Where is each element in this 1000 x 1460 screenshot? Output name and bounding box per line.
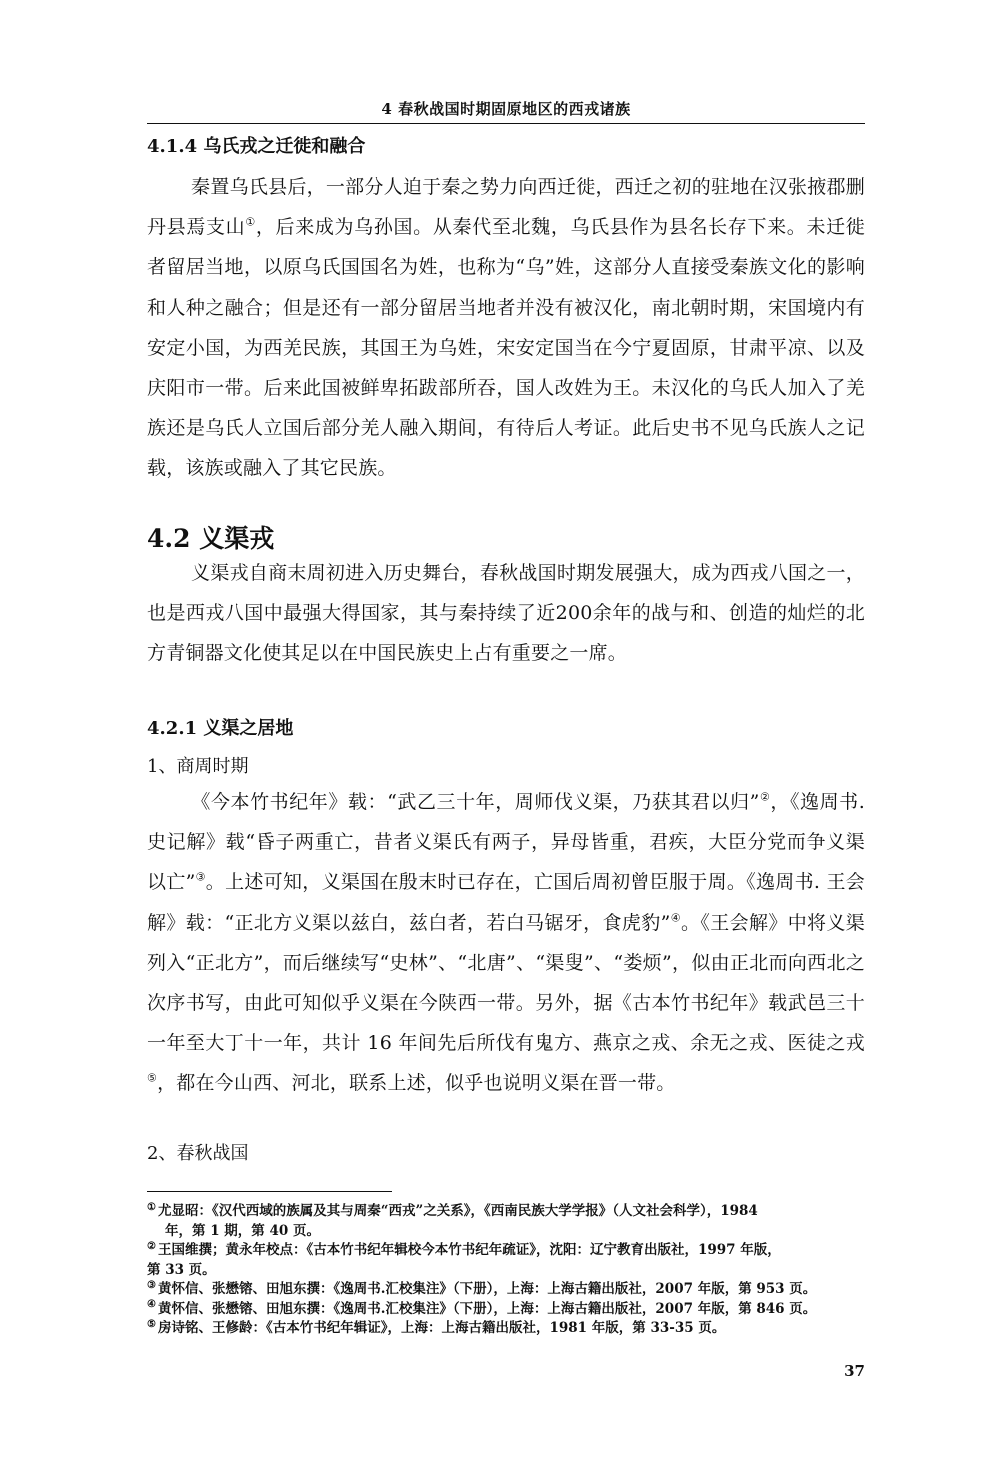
paragraph-wushi xyxy=(147,167,865,489)
footnote-continuation: 年，第 1 期，第 40 页。 xyxy=(165,1222,320,1239)
footnote-item xyxy=(147,1280,865,1300)
footnote-item xyxy=(147,1202,865,1241)
footnote-text: 黄怀信、张懋镕、田旭东撰：《逸周书.汇校集注》（下册），上海：上海古籍出版社，2007 年版，第 953 页。 xyxy=(157,1281,817,1297)
paragraph-yiqu-intro-text: 义渠戎自商末周初进入历史舞台，春秋战国时期发展强大，成为西戎八国之一，也是西戎八国中最强大得国家，其与秦持续了近200余年的战与和、创造的灿烂的北方青铜器文化使其足以在中国民族史上占有重要之一席。 xyxy=(147,562,865,665)
page-number: 37 xyxy=(844,1362,865,1380)
footnote-text: 王国维撰；黄永年校点：《古本竹书纪年辑校今本竹书纪年疏证》，沈阳：辽宁教育出版社，1997 年版， xyxy=(157,1242,781,1258)
subsection-shang-zhou: 1、商周时期 xyxy=(147,756,249,777)
section-heading-4-1-4: 4.1.4 乌氏戎之迁徙和融合 xyxy=(147,136,366,157)
subsection-chunqiu-zhanguo: 2、春秋战国 xyxy=(147,1143,249,1164)
footnote-ref-2[interactable]: ② xyxy=(759,790,771,804)
header-rule xyxy=(147,123,865,124)
footnote-ref-5[interactable]: ⑤ xyxy=(147,1072,158,1086)
paragraph-wushi-text-b: ，后来成为乌孙国。从秦代至北魏，乌氏县作为县名长存下来。未迁徙者留居当地，以原乌氏国国名为姓，也称为“乌”姓，这部分人直接受秦族文化的影响和人种之融合；但是还有一部分留居当地者并没有被汉化，南北朝时期，宋国境内有安定小国，为西羌民族，其国王为乌姓，宋安定国当在今宁夏固原，甘肃平凉、以及庆阳市一带。后来此国被鲜卑拓跋部所吞，国人改姓为王。未汉化的乌氏人加入了羌族还是乌氏人立国后部分羌人融入期间，有待后人考证。此后史书不见乌氏族人之记载，该族或融入了其它民族。 xyxy=(147,216,865,480)
paragraph-location-text-d: 。《王会解》中将义渠列入“正北方”，而后继续写“史林”、“北唐”、“渠叟”、“娄烦”，似由正北而向西北之次序书写，由此可知似乎义渠在今陕西一带。另外，据《古本竹书纪年》载武邑三十一年至大丁十一年，共计 16 年间先后所伐有鬼方、燕京之戎、余无之戎、医徒之戎 xyxy=(147,911,865,1055)
paragraph-location-text-e: ，都在今山西、河北，联系上述，似乎也说明义渠在晋一带。 xyxy=(157,1072,676,1095)
footnote-text: 尤显昭：《汉代西域的族属及其与周秦“西戎”之关系》，《西南民族大学学报》（人文社会科学），1984 xyxy=(157,1203,758,1219)
running-header: 4 春秋战国时期固原地区的西戎诸族 xyxy=(381,100,631,118)
footnote-ref-4[interactable]: ④ xyxy=(670,911,681,925)
section-heading-4-2-1: 4.2.1 义渠之居地 xyxy=(147,718,294,739)
footnote-text: 黄怀信、张懋镕、田旭东撰：《逸周书.汇校集注》（下册），上海：上海古籍出版社，2007 年版，第 846 页。 xyxy=(157,1300,817,1317)
footnote-rule xyxy=(147,1191,392,1192)
paragraph-location-text-a: 《今本竹书纪年》载：“武乙三十年，周师伐义渠，乃获其君以归” xyxy=(191,791,760,813)
footnote-mark: ② xyxy=(147,1240,156,1252)
footnote-mark: ⑤ xyxy=(147,1318,156,1330)
footnote-mark: ③ xyxy=(147,1279,156,1291)
footnote-text: 房诗铭、王修龄：《古本竹书纪年辑证》，上海：上海古籍出版社，1981 年版，第 33-35 页。 xyxy=(157,1320,726,1336)
footnote-mark: ① xyxy=(147,1201,156,1213)
paragraph-yiqu-intro xyxy=(147,553,865,674)
paragraph-wushi-text-a: 秦置乌氏县后，一部分人迫于秦之势力向西迁徙，西迁之初的驻地在汉张掖郡删丹县焉支山 xyxy=(147,176,865,239)
footnote-item xyxy=(147,1319,865,1339)
footnote-ref-1[interactable]: ① xyxy=(245,215,256,229)
footnotes xyxy=(147,1202,865,1339)
paragraph-location-text-b: ，《逸周书. 史记解》载“昏子两重亡，昔者义渠氏有两子，异母皆重，君疾，大臣分党而争义渠以亡” xyxy=(147,791,865,894)
footnote-item xyxy=(147,1241,865,1280)
paragraph-location-text-c: 。上述可知，义渠国在殷末时已存在，亡国后周初曾臣服于周。《逸周书. 王会解》载：“正北方义渠以兹白，兹白者，若白马锯牙，食虎豹” xyxy=(147,871,865,934)
paragraph-yiqu-location xyxy=(147,782,865,1104)
section-heading-4-2: 4.2 义渠戎 xyxy=(147,524,275,553)
footnote-mark: ④ xyxy=(147,1299,156,1310)
footnote-continuation: 第 33 页。 xyxy=(147,1261,216,1278)
footnote-item xyxy=(147,1300,865,1320)
footnote-ref-3[interactable]: ③ xyxy=(195,871,206,885)
